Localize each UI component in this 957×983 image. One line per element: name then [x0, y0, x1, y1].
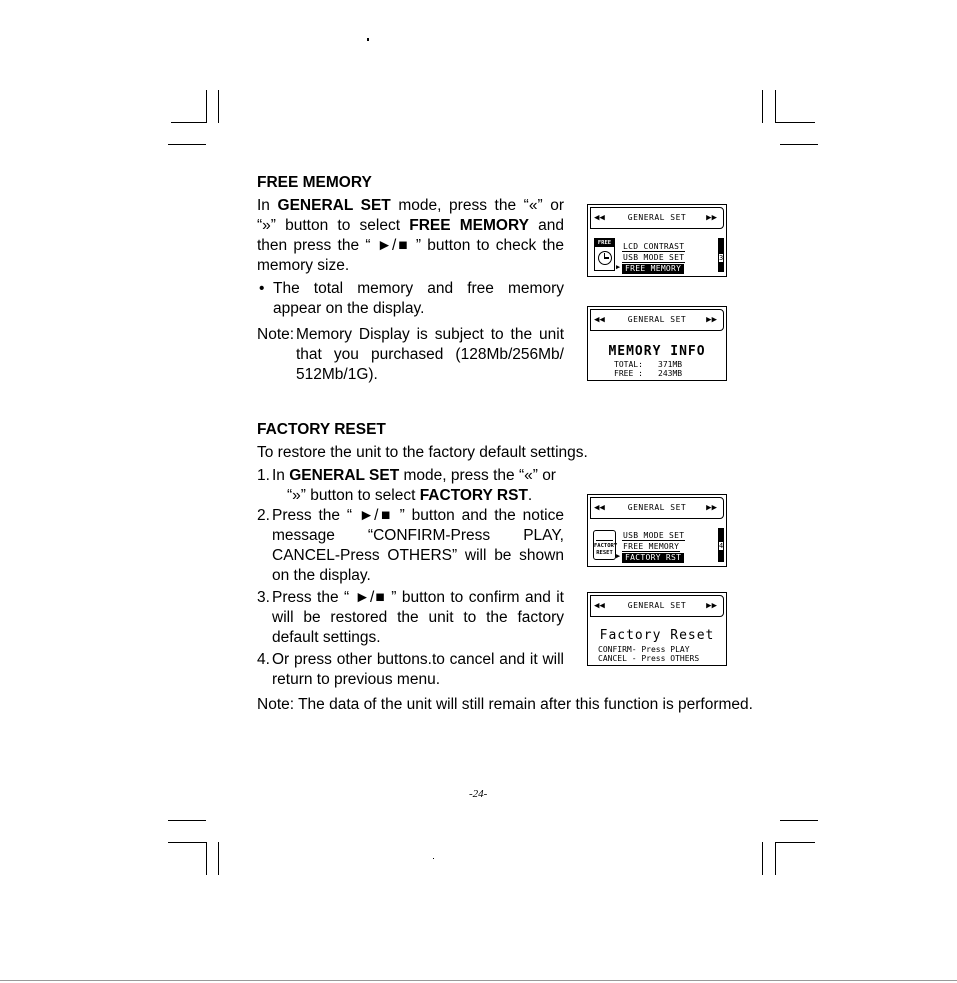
menu-item: USB MODE SET	[623, 531, 685, 540]
step-line: default settings.	[272, 629, 381, 646]
lcd-title-bar	[590, 595, 724, 617]
total-label: TOTAL:	[614, 360, 643, 369]
selection-arrow-icon: ▶	[616, 263, 621, 271]
step-line: will be restored the unit to the factory	[272, 609, 564, 626]
bullet-line: The total memory and free memory	[273, 280, 564, 297]
hand-icon	[596, 532, 613, 541]
crop-mark	[775, 90, 776, 123]
page-indicator: 3	[719, 254, 724, 262]
lcd-screen-free-memory-menu	[587, 204, 727, 277]
crop-mark	[762, 90, 763, 123]
crop-mark	[206, 90, 207, 123]
step-line: return to previous menu.	[272, 671, 441, 688]
prev-icon: ◀◀	[594, 213, 605, 223]
lcd-screen-memory-info	[587, 306, 727, 381]
crop-mark	[780, 144, 818, 145]
note-line: 512Mb/1G).	[296, 366, 378, 383]
next-icon: ▶▶	[706, 503, 717, 513]
paragraph-line: To restore the unit to the factory default settings.	[257, 444, 588, 461]
crop-mark	[206, 842, 207, 875]
step-number: 2.	[257, 507, 270, 524]
step-line: Press the “ ►/■ ” button and the notice	[272, 507, 564, 524]
crop-mark	[168, 820, 206, 821]
free-memory-icon: FREE	[594, 238, 615, 271]
step-line: on the display.	[272, 567, 371, 584]
crop-mark	[762, 842, 763, 875]
crop-mark	[775, 842, 776, 875]
confirm-line: CONFIRM- Press PLAY	[598, 645, 690, 654]
crop-mark	[218, 842, 219, 875]
crop-mark	[367, 38, 369, 41]
step-number: 1.	[257, 467, 270, 484]
step-line: Press the “ ►/■ ” button to confirm and it	[272, 589, 564, 606]
step-number: 4.	[257, 651, 270, 668]
lcd-title-bar	[590, 497, 724, 519]
crop-mark	[775, 122, 815, 123]
next-icon: ▶▶	[706, 213, 717, 223]
paragraph-line: “»” button to select FREE MEMORY and	[257, 217, 565, 234]
prev-icon: ◀◀	[594, 503, 605, 513]
step-line: In GENERAL SET mode, press the “«” or	[272, 467, 556, 484]
lcd-title-bar	[590, 207, 724, 229]
lcd-title-bar	[590, 309, 724, 331]
bullet-symbol: •	[259, 280, 265, 297]
menu-item: LCD CONTRAST	[623, 242, 685, 251]
prev-icon: ◀◀	[594, 601, 605, 611]
total-value: 371MB	[658, 360, 683, 369]
step-number: 3.	[257, 589, 270, 606]
lcd-screen-factory-reset-confirm	[587, 592, 727, 666]
lcd-title: GENERAL SET	[627, 503, 687, 512]
footer-note: Note: The data of the unit will still remain after this function is performed.	[257, 696, 753, 713]
page-number: -24-	[469, 788, 488, 800]
menu-item: FREE MEMORY	[623, 542, 680, 551]
paragraph-line: then press the “ ►/■ ” button to check the	[257, 237, 564, 254]
page-indicator: 4	[719, 542, 724, 550]
paragraph-line: memory size.	[257, 257, 350, 274]
section-heading: FREE MEMORY	[257, 174, 372, 191]
memory-info-heading: MEMORY INFO	[608, 344, 706, 359]
step-line: message “CONFIRM-Press PLAY,	[272, 527, 564, 544]
section-heading: FACTORY RESET	[257, 421, 386, 438]
step-line: Or press other buttons.to cancel and it will	[272, 651, 564, 668]
lcd-title: GENERAL SET	[627, 601, 687, 610]
crop-mark	[780, 820, 818, 821]
factory-reset-heading: Factory Reset	[599, 628, 715, 643]
crop-mark	[168, 144, 206, 145]
free-value: 243MB	[658, 369, 683, 378]
menu-item: USB MODE SET	[623, 253, 685, 262]
note-line: that you purchased (128Mb/256Mb/	[296, 346, 564, 363]
note-line: Memory Display is subject to the unit	[296, 326, 564, 343]
next-icon: ▶▶	[706, 315, 717, 325]
menu-item-selected: FREE MEMORY	[622, 264, 684, 274]
paragraph-line: In GENERAL SET mode, press the “«” or	[257, 197, 565, 214]
lcd-screen-factory-reset-menu	[587, 494, 727, 567]
bullet-line: appear on the display.	[273, 300, 425, 317]
crop-mark	[171, 122, 207, 123]
note-label: Note:	[257, 326, 295, 343]
lcd-title: GENERAL SET	[627, 315, 687, 324]
next-icon: ▶▶	[706, 601, 717, 611]
prev-icon: ◀◀	[594, 315, 605, 325]
crop-mark	[168, 842, 206, 843]
crop-mark	[433, 858, 434, 859]
clock-icon	[598, 251, 612, 265]
crop-mark	[775, 842, 815, 843]
free-label: FREE :	[614, 369, 643, 378]
step-line: CANCEL-Press OTHERS” will be shown	[272, 547, 564, 564]
menu-item-selected: FACTORY RST	[622, 553, 684, 563]
step-line: “»” button to select FACTORY RST.	[287, 487, 533, 504]
crop-mark	[218, 90, 219, 123]
lcd-title: GENERAL SET	[627, 213, 687, 222]
cancel-line: CANCEL - Press OTHERS	[598, 654, 700, 663]
bottom-rule	[0, 980, 957, 981]
selection-arrow-icon: ▶	[616, 552, 621, 560]
factory-reset-icon: FACTORY RESET	[593, 530, 616, 560]
